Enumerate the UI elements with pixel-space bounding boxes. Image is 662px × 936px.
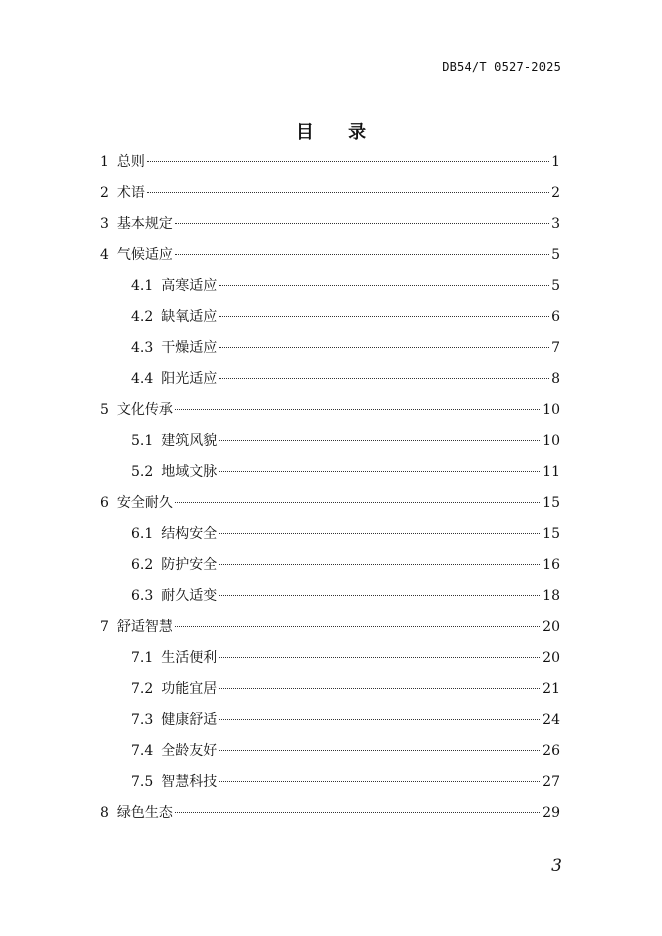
toc-entry-label: 地域文脉 bbox=[161, 464, 218, 480]
toc-entry[interactable] bbox=[131, 274, 560, 298]
toc-entry-label: 舒适智慧 bbox=[116, 619, 173, 635]
toc-leader-dots bbox=[219, 285, 549, 286]
toc-leader-dots bbox=[219, 688, 540, 689]
toc-entry[interactable] bbox=[131, 770, 560, 794]
toc-leader-dots bbox=[175, 626, 540, 627]
toc-entry[interactable] bbox=[131, 522, 560, 546]
toc-entry-page: 27 bbox=[542, 774, 560, 790]
toc-entry-number: 6.2 bbox=[131, 557, 154, 573]
toc-entry-label: 智慧科技 bbox=[161, 774, 218, 790]
toc-entry-label: 术语 bbox=[116, 185, 145, 201]
toc-entry-label: 生活便利 bbox=[161, 650, 218, 666]
toc-entry-number: 4.3 bbox=[131, 340, 154, 356]
toc-entry-label: 绿色生态 bbox=[116, 805, 173, 821]
toc-entry-number: 5.2 bbox=[131, 464, 154, 480]
toc-entry-label: 缺氧适应 bbox=[161, 309, 218, 325]
toc-leader-dots bbox=[175, 223, 549, 224]
toc-entry-number: 6 bbox=[100, 495, 109, 511]
toc-entry[interactable] bbox=[131, 429, 560, 453]
toc-entry-number: 6.1 bbox=[131, 526, 154, 542]
toc-entry[interactable] bbox=[100, 801, 560, 825]
toc-entry-page: 20 bbox=[542, 619, 560, 635]
toc-entry-number: 5.1 bbox=[131, 433, 154, 449]
toc-leader-dots bbox=[219, 378, 549, 379]
toc-entry-page: 26 bbox=[542, 743, 560, 759]
toc-entry[interactable] bbox=[131, 646, 560, 670]
toc-leader-dots bbox=[175, 409, 540, 410]
toc-entry[interactable] bbox=[131, 677, 560, 701]
toc-entry-label: 安全耐久 bbox=[116, 495, 173, 511]
toc-entry[interactable] bbox=[131, 584, 560, 608]
toc-leader-dots bbox=[175, 812, 540, 813]
toc-leader-dots bbox=[175, 254, 549, 255]
toc-leader-dots bbox=[219, 781, 540, 782]
toc-entry-page: 2 bbox=[551, 185, 560, 201]
toc-entry[interactable] bbox=[131, 553, 560, 577]
toc-entry[interactable] bbox=[131, 739, 560, 763]
toc-leader-dots bbox=[147, 192, 549, 193]
toc-entry-page: 1 bbox=[551, 154, 560, 170]
toc-entry-number: 7 bbox=[100, 619, 109, 635]
toc-entry-number: 7.5 bbox=[131, 774, 154, 790]
toc-entry-number: 4.1 bbox=[131, 278, 154, 294]
toc-entry-page: 6 bbox=[551, 309, 560, 325]
toc-entry[interactable] bbox=[100, 491, 560, 515]
toc-leader-dots bbox=[219, 347, 549, 348]
toc-entry[interactable] bbox=[131, 708, 560, 732]
toc-entry-page: 29 bbox=[542, 805, 560, 821]
toc-entry-page: 16 bbox=[542, 557, 560, 573]
toc-leader-dots bbox=[219, 750, 540, 751]
toc-entry-page: 15 bbox=[542, 495, 560, 511]
toc-entry[interactable] bbox=[131, 336, 560, 360]
toc-entry-number: 7.2 bbox=[131, 681, 154, 697]
toc-entry-number: 7.4 bbox=[131, 743, 154, 759]
toc-title: 目 录 bbox=[295, 122, 381, 143]
toc-entry-label: 耐久适变 bbox=[161, 588, 218, 604]
toc-entry-number: 3 bbox=[100, 216, 109, 232]
toc-entry-number: 8 bbox=[100, 805, 109, 821]
toc-entry-label: 气候适应 bbox=[116, 247, 173, 263]
toc-entry[interactable] bbox=[100, 398, 560, 422]
toc-entry-number: 4 bbox=[100, 247, 109, 263]
toc-entry-page: 3 bbox=[551, 216, 560, 232]
toc-entry-page: 15 bbox=[542, 526, 560, 542]
toc-entry-number: 4.4 bbox=[131, 371, 154, 387]
toc-entry[interactable] bbox=[100, 615, 560, 639]
toc-leader-dots bbox=[219, 564, 540, 565]
toc-entry-label: 功能宜居 bbox=[161, 681, 218, 697]
toc-entry[interactable] bbox=[131, 460, 560, 484]
toc-leader-dots bbox=[219, 657, 540, 658]
toc-entry-page: 5 bbox=[551, 247, 560, 263]
toc-entry-page: 10 bbox=[542, 402, 560, 418]
toc-entry-number: 4.2 bbox=[131, 309, 154, 325]
toc-leader-dots bbox=[219, 533, 540, 534]
toc-entry[interactable] bbox=[131, 367, 560, 391]
toc-entry-number: 5 bbox=[100, 402, 109, 418]
toc-leader-dots bbox=[175, 502, 540, 503]
toc-entry-page: 8 bbox=[551, 371, 560, 387]
toc-leader-dots bbox=[219, 316, 549, 317]
toc-entry[interactable] bbox=[131, 305, 560, 329]
toc-entry-page: 7 bbox=[551, 340, 560, 356]
toc-entry-page: 11 bbox=[542, 464, 560, 480]
toc-entry-number: 6.3 bbox=[131, 588, 154, 604]
toc-entry-label: 总则 bbox=[116, 154, 145, 170]
toc-entry-number: 7.1 bbox=[131, 650, 154, 666]
toc-entry-page: 5 bbox=[551, 278, 560, 294]
toc-entry-label: 建筑风貌 bbox=[161, 433, 218, 449]
toc-entry-label: 干燥适应 bbox=[161, 340, 218, 356]
toc-entry-label: 结构安全 bbox=[161, 526, 218, 542]
toc-leader-dots bbox=[219, 595, 540, 596]
toc-entry-page: 24 bbox=[542, 712, 560, 728]
toc-entry-page: 18 bbox=[542, 588, 560, 604]
toc-leader-dots bbox=[219, 440, 540, 441]
toc-entry-label: 全龄友好 bbox=[161, 743, 218, 759]
standard-code: DB54/T 0527-2025 bbox=[442, 60, 561, 74]
toc-entry[interactable] bbox=[100, 150, 560, 174]
page-number: 3 bbox=[551, 856, 562, 876]
toc-entry-page: 10 bbox=[542, 433, 560, 449]
toc-entry-page: 21 bbox=[542, 681, 560, 697]
toc-entry-page: 20 bbox=[542, 650, 560, 666]
toc-entry-label: 文化传承 bbox=[116, 402, 173, 418]
toc-leader-dots bbox=[219, 719, 540, 720]
toc-entry-number: 7.3 bbox=[131, 712, 154, 728]
toc-entry[interactable] bbox=[100, 212, 560, 236]
toc-leader-dots bbox=[147, 161, 549, 162]
toc-entry-number: 1 bbox=[100, 154, 109, 170]
toc-entry[interactable] bbox=[100, 243, 560, 267]
toc-entry[interactable] bbox=[100, 181, 560, 205]
toc-entry-label: 防护安全 bbox=[161, 557, 218, 573]
toc-entry-label: 健康舒适 bbox=[161, 712, 218, 728]
toc-entry-number: 2 bbox=[100, 185, 109, 201]
toc-entry-label: 基本规定 bbox=[116, 216, 173, 232]
toc-entry-label: 高寒适应 bbox=[161, 278, 218, 294]
toc-entry-label: 阳光适应 bbox=[161, 371, 218, 387]
toc-leader-dots bbox=[219, 471, 540, 472]
